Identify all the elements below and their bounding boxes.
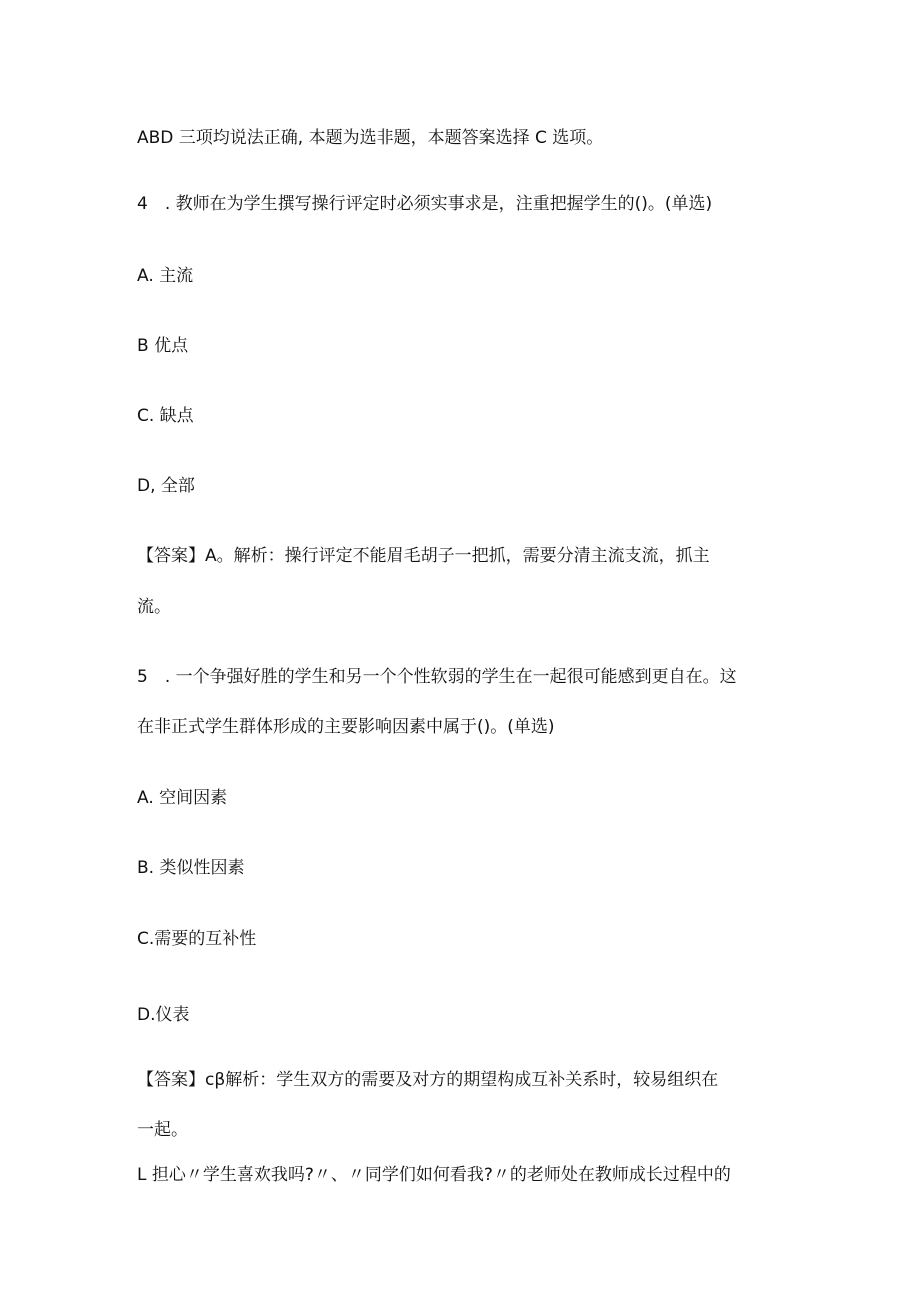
question-5-option-d: D.仪表	[137, 1005, 190, 1025]
question-4-option-d: D, 全部	[137, 476, 195, 496]
question-5-answer: 【答案】cβ解析：学生双方的需要及对方的期望构成互补关系时，较易组织在	[137, 1070, 719, 1090]
q3-explanation-tail: ABD 三项均说法正确, 本题为选非题，本题答案选择 C 选项。	[137, 128, 604, 148]
question-5-option-b: B. 类似性因素	[137, 858, 245, 878]
question-4-stem: 4 . 教师在为学生撰写操行评定时必须实事求是，注重把握学生的()。(单选)	[137, 194, 713, 214]
question-5-stem-cont: 在非正式学生群体形成的主要影响因素中属于()。(单选)	[137, 717, 555, 737]
question-5-answer-cont: 一起。	[137, 1120, 188, 1140]
question-4-option-a: A. 主流	[137, 266, 194, 286]
question-6-stem: L 担心〃学生喜欢我吗?〃、〃同学们如何看我?〃的老师处在教师成长过程中的	[137, 1165, 731, 1185]
question-4-option-c: C. 缺点	[137, 406, 194, 426]
question-4-option-b: B 优点	[137, 336, 189, 356]
question-4-answer-cont: 流。	[137, 597, 171, 617]
question-4-answer: 【答案】A。解析：操行评定不能眉毛胡子一把抓，需要分清主流支流，抓主	[137, 546, 710, 566]
question-5-option-a: A. 空间因素	[137, 788, 228, 808]
question-5-stem: 5 . 一个争强好胜的学生和另一个个性软弱的学生在一起很可能感到更自在。这	[137, 667, 737, 687]
question-5-option-c: C.需要的互补性	[137, 929, 257, 949]
